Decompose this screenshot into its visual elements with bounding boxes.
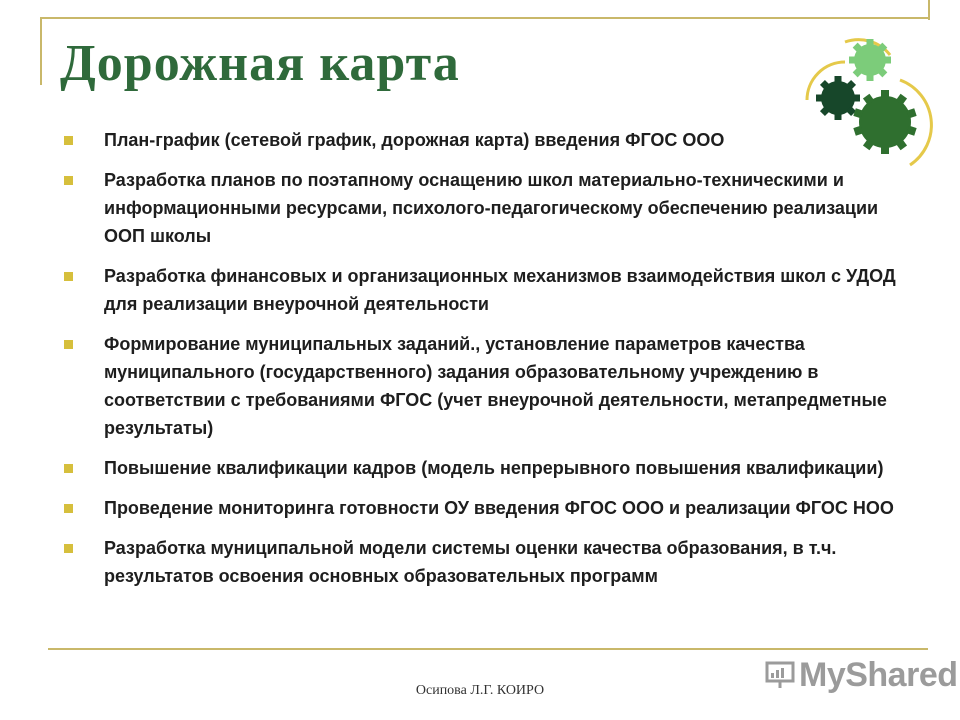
gear-tooth — [853, 95, 860, 102]
bullet-square-icon — [64, 504, 73, 513]
bullet-list — [60, 126, 920, 602]
bullet-square-icon — [64, 272, 73, 281]
bullet-square-icon — [64, 136, 73, 145]
gear-tooth — [835, 113, 842, 120]
gear-light-icon — [849, 39, 891, 81]
gear-tooth — [884, 57, 891, 64]
gear-dark-icon — [816, 76, 860, 120]
presentation-icon — [765, 660, 795, 690]
bullet-square-icon — [64, 544, 73, 553]
gear-tooth — [881, 90, 889, 98]
frame-top-line — [40, 17, 930, 19]
bullet-square-icon — [64, 176, 73, 185]
bullet-item — [60, 330, 920, 442]
bullet-text: Разработка планов по поэтапному оснащению школ материально-техническими и информационными ресурсами, психолого-педагогическому обеспечению реализации ООП школы — [104, 170, 879, 246]
bullet-text: Проведение мониторинга готовности ОУ введения ФГОС ООО и реализации ФГОС НОО — [104, 498, 894, 518]
slide-title: Дорожная карта — [60, 35, 460, 92]
bullet-item — [60, 262, 920, 318]
bullet-item — [60, 166, 920, 250]
bullet-text: Повышение квалификации кадров (модель непрерывного повышения квалификации) — [104, 458, 884, 478]
frame-bottom-line — [48, 648, 928, 650]
bullet-text: Разработка финансовых и организационных механизмов взаимодействия школ с УДОД для реализации внеурочной деятельности — [104, 266, 896, 314]
bullet-item — [60, 494, 920, 522]
gear-tooth — [816, 95, 823, 102]
bullet-item — [60, 454, 920, 482]
bullet-square-icon — [64, 464, 73, 473]
bullet-text: Разработка муниципальной модели системы оценки качества образования, в т.ч. результатов освоения основных образовательных программ — [104, 538, 837, 586]
frame-left-line — [40, 17, 42, 85]
bullet-text: Формирование муниципальных заданий., установление параметров качества муниципального (государственного) задания образовательному учреждению в соответствии с требованиями ФГОС (учет внеурочной деятельности, метапредметные результаты) — [104, 334, 887, 438]
bullet-item — [60, 126, 920, 154]
gear-tooth — [849, 57, 856, 64]
bullet-square-icon — [64, 340, 73, 349]
footer-author: Осипова Л.Г. КОИРО — [415, 683, 545, 698]
gear-tooth — [835, 76, 842, 83]
gear-tooth — [867, 39, 874, 46]
frame-right-line — [928, 0, 930, 20]
gear-tooth — [867, 74, 874, 81]
bullet-text: План-график (сетевой график, дорожная карта) введения ФГОС ООО — [104, 130, 725, 150]
watermark-logo — [765, 655, 958, 695]
watermark-text: MyShared — [799, 655, 958, 694]
bullet-item — [60, 534, 920, 590]
